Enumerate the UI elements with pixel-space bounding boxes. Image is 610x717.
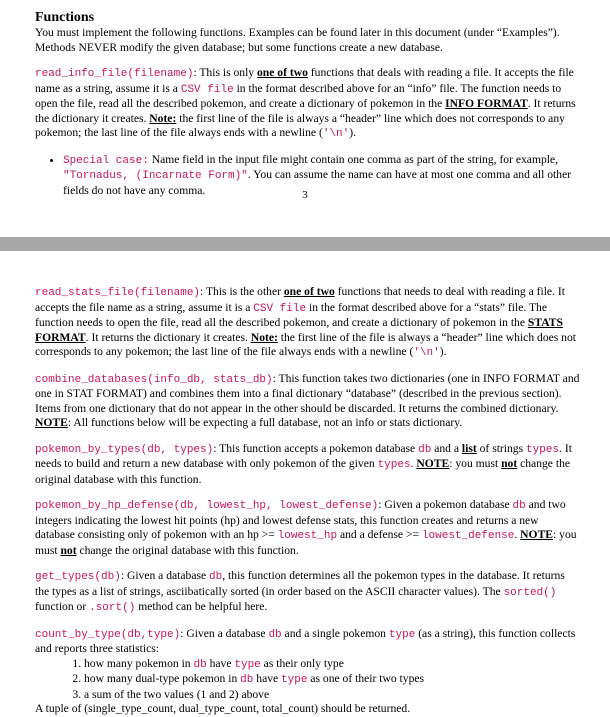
intro-paragraph: You must implement the following functions. Examples can be found later in this document (under “Examples”). Methods NEVER modify the given database; but some functions create a new database.: [35, 26, 560, 54]
page-bottom: [35, 285, 580, 717]
page-divider: [0, 237, 610, 251]
read-stats-file-signature: read_stats_file(filename): [35, 287, 201, 299]
pokemon-by-hp-defense-signature: pokemon_by_hp_defense(db, lowest_hp, lowest_defense): [35, 500, 379, 512]
get-types-desc: get_types(db): Given a database db, this function determines all the pokemon types in the database. It returns the types as a list of strings, asciibatically sorted (in order based on the ASCII character values). The sorted() function or .sort() method can be helpful here.: [35, 569, 565, 614]
read-info-file-desc: read_info_file(filename): This is only one of two functions that deals with reading a file. It accepts the file name as a string, assume it is a CSV file in the format described above for an “info” file. The function needs to open the file, read all the described pokemon, and create a dictionary of pokemon in the INFO FORMAT. It returns the dictionary it creates. Note: the first line of the file is always a “header” line which does not corresponds to any pokemon; the last line of the file always ends with a newline ('\n').: [35, 66, 576, 140]
pokemon-by-types-desc: pokemon_by_types(db, types): This function accepts a pokemon database db and a list of strings types. It needs to build and return a new database with only pokemon of the given types. NOTE: you must not change the original database with this function.: [35, 441, 572, 486]
statistics-list: [35, 657, 580, 703]
combine-databases-signature: combine_databases(info_db, stats_db): [35, 373, 273, 386]
section-title: Functions: [35, 10, 95, 25]
special-case-item: • Special case: Name field in the input file might contain one comma as part of the string, for example, "Tornadus, (Incarnate Form)". You can assume the name can have at most one comma and all other fields do not have any comma.: [63, 153, 580, 199]
page-number: 3: [302, 189, 308, 201]
count-by-type-signature: count_by_type(db,type): [35, 628, 181, 641]
read-info-file-signature: read_info_file(filename): [35, 68, 194, 80]
read-stats-file-desc: read_stats_file(filename): This is the other one of two functions that needs to deal with reading a file. It accepts the file name as a string, assume it is a CSV file in the format described above for a “stats” file. The function needs to open the file, read all the described pokemon, and create a dictionary of pokemon in the STATS FORMAT. It returns the dictionary it creates. Note: the first line of the file is always a “header” line which does not corresponds to any pokemon; the last line of the file always ends with a newline ('\n').: [35, 285, 576, 359]
list-item: 2. how many dual-type pokemon in db have type as one of their two types: [84, 672, 580, 688]
pokemon-by-types-signature: pokemon_by_types(db, types): [35, 443, 214, 456]
pokemon-by-hp-defense-desc: pokemon_by_hp_defense(db, lowest_hp, lowest_defense): Given a pokemon database db and two integers indicating the lowest hit points (hp) and lowest defense stats, this function creates and returns a new database consisting only of pokemon with an hp >= lowest_hp and a defense >= lowest_defense. NOTE: you must not change the original database with this function.: [35, 498, 577, 557]
page-top: [35, 10, 580, 198]
count-by-type-desc: count_by_type(db,type): Given a database db and a single pokemon type (as a string), this function collects and reports three statistics:: [35, 626, 576, 655]
get-types-signature: get_types(db): [35, 571, 121, 583]
list-item: 3. a sum of the two values (1 and 2) above: [84, 688, 580, 703]
combine-databases-desc: combine_databases(info_db, stats_db): This function takes two dictionaries (one in INFO FORMAT and one in STAT FORMAT) and combines them into a final dictionary “database” (described in the previous section). Items from one dictionary that do not appear in the other should be discarded. It returns the combined dictionary. NOTE: All functions below will be expecting a full database, not an info or stats dictionary.: [35, 371, 580, 429]
count-by-type-return: A tuple of (single_type_count, dual_type_count, total_count) should be returned.: [35, 702, 411, 715]
list-item: 1. how many pokemon in db have type as their only type: [84, 657, 580, 673]
